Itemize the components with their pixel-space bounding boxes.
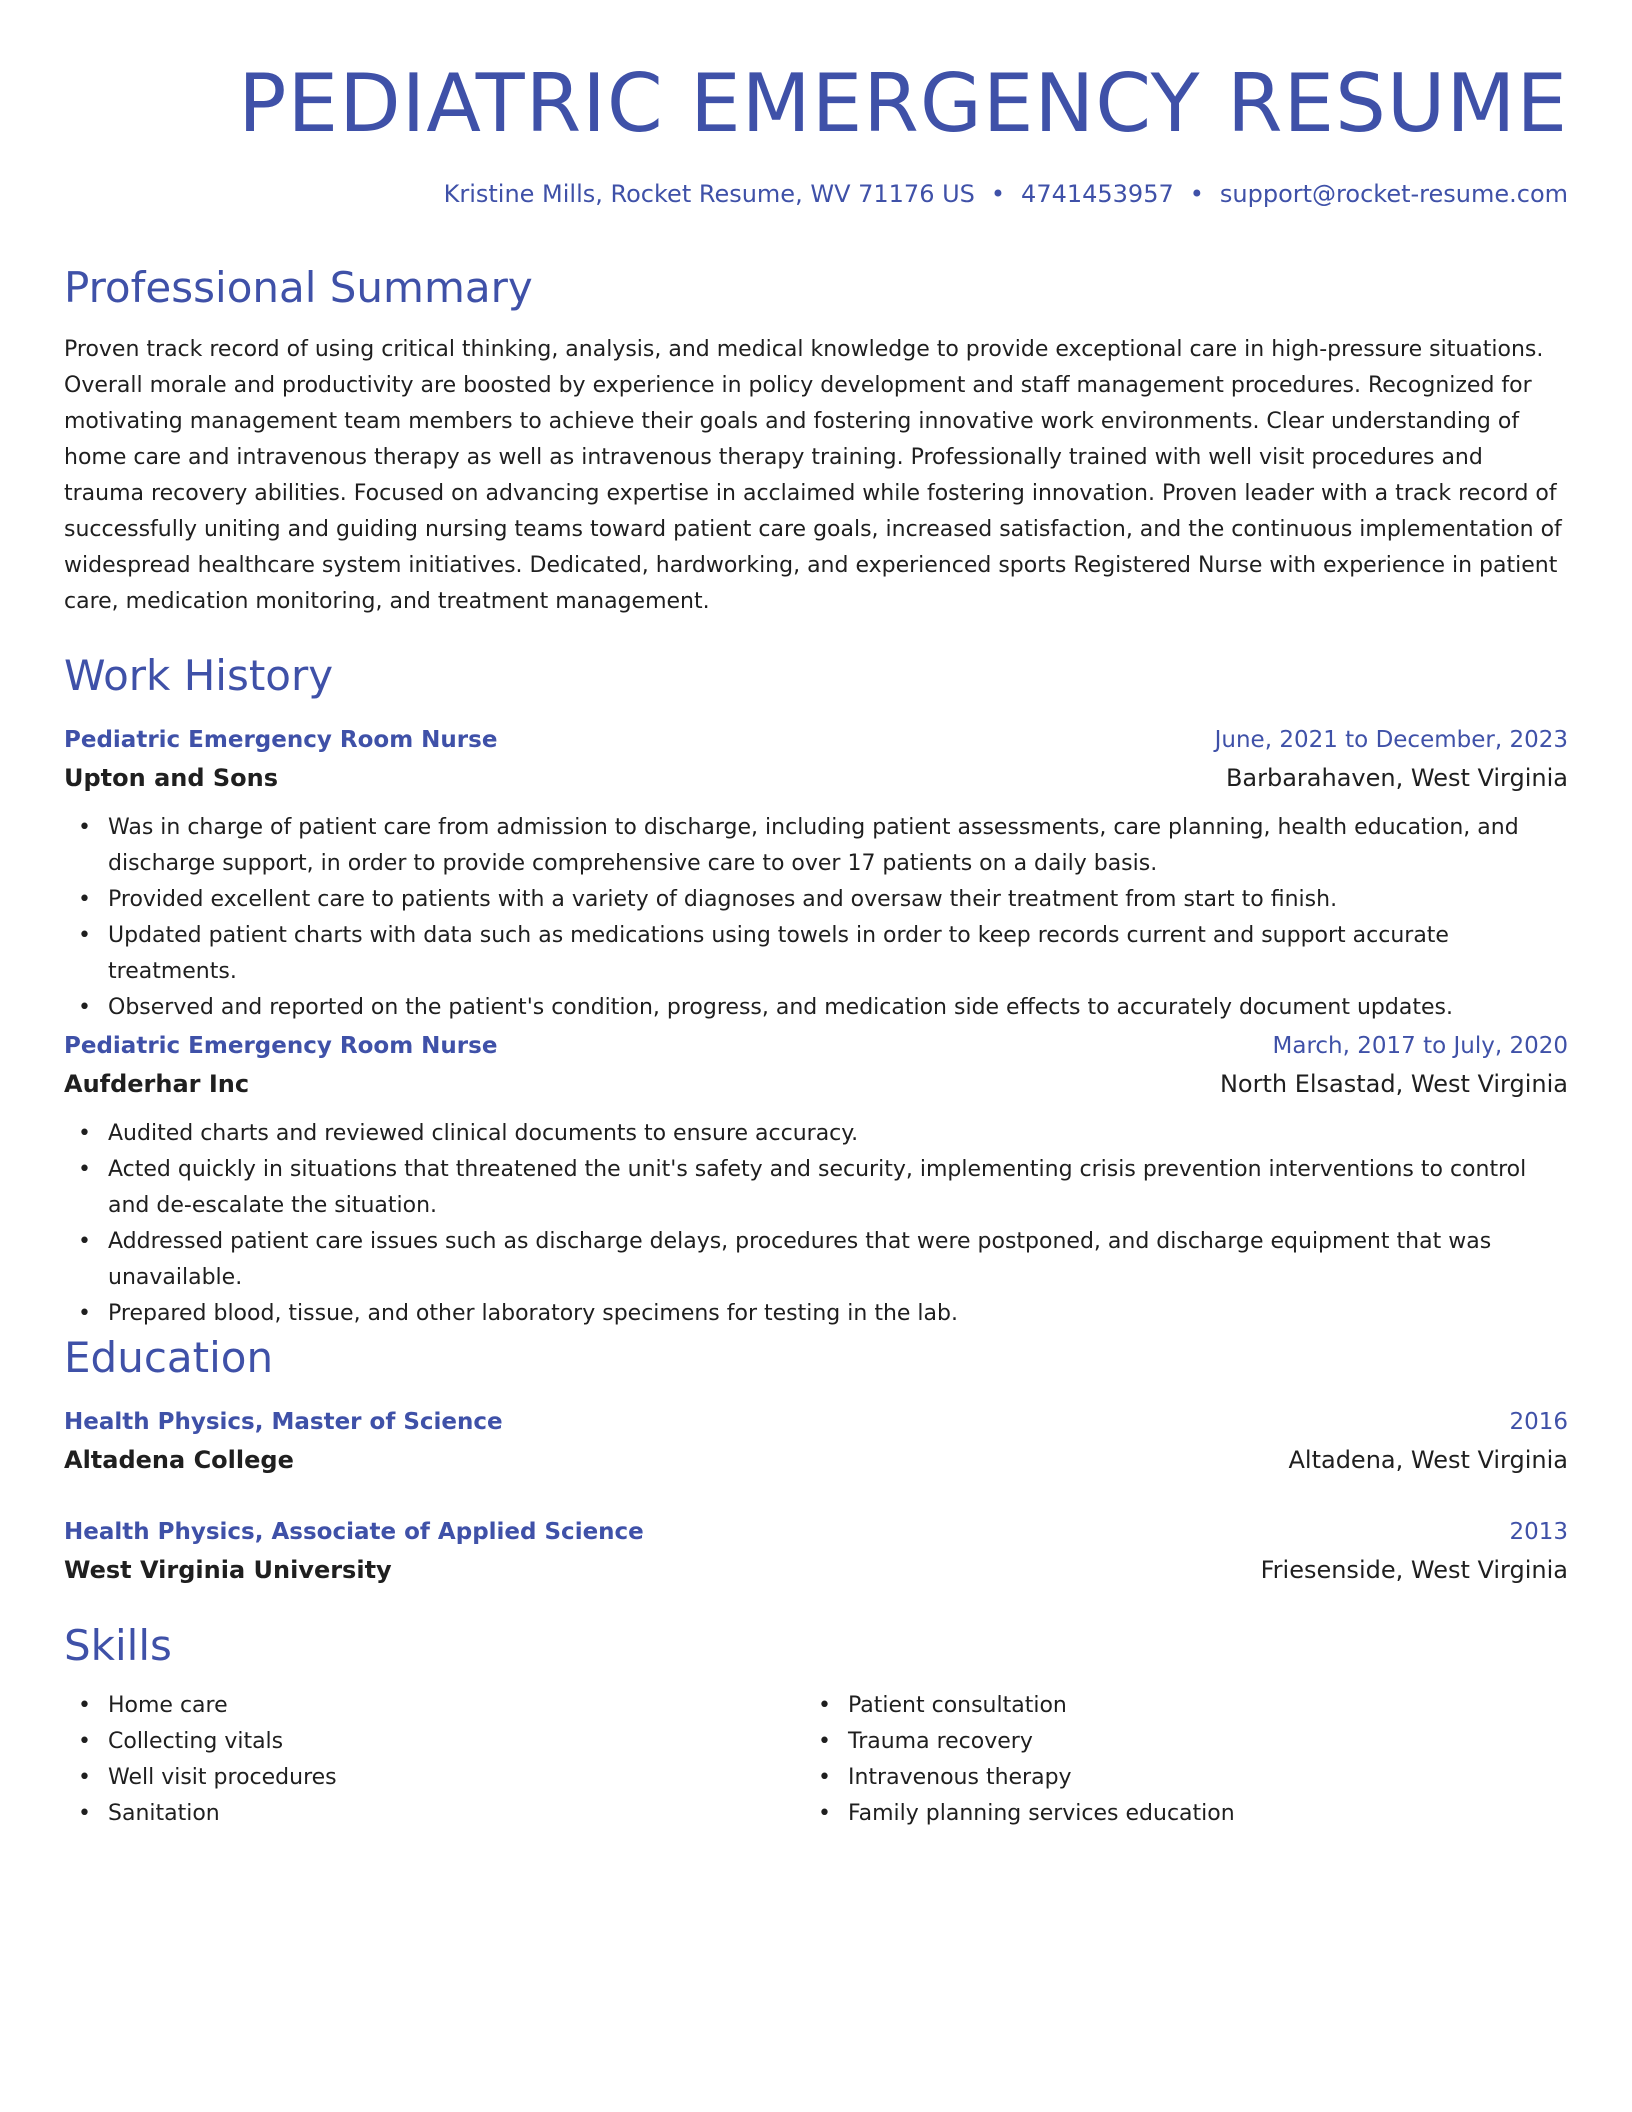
list-item: • Observed and reported on the patient's condition, progress, and medication side effects to accurately document updates.: [64, 990, 1568, 1026]
job-bullets: [64, 1116, 1568, 1332]
list-item: • Prepared blood, tissue, and other laboratory specimens for testing in the lab.: [64, 1296, 1568, 1332]
education-entry: [64, 1404, 1568, 1480]
list-item: • Provided excellent care to patients with a variety of diagnoses and oversaw their treatment from start to finish.: [64, 882, 1568, 918]
degree: Health Physics, Associate of Applied Science: [64, 1519, 644, 1545]
school-location: Altadena, West Virginia: [1288, 1446, 1568, 1474]
list-item: • Home care: [64, 1688, 804, 1724]
list-item: • Patient consultation: [804, 1688, 1544, 1724]
list-item: • Collecting vitals: [64, 1724, 804, 1760]
list-item: • Family planning services education: [804, 1796, 1544, 1832]
graduation-year: 2013: [1509, 1519, 1568, 1545]
work-entry: [64, 1028, 1568, 1332]
section-title-education: Education: [64, 1333, 274, 1382]
job-dates: March, 2017 to July, 2020: [1272, 1033, 1568, 1059]
list-item: • Updated patient charts with data such as medications using towels in order to keep records current and support accurate treatments.: [64, 918, 1568, 990]
list-item: • Acted quickly in situations that threatened the unit's safety and security, implementing crisis prevention interventions to control and de-escalate the situation.: [64, 1152, 1568, 1224]
job-role: Pediatric Emergency Room Nurse: [64, 727, 498, 753]
school: Altadena College: [64, 1446, 294, 1474]
skills-list: [64, 1688, 1568, 1832]
list-item: • Audited charts and reviewed clinical documents to ensure accuracy.: [64, 1116, 1568, 1152]
list-item: • Trauma recovery: [804, 1724, 1544, 1760]
summary-text: Proven track record of using critical thinking, analysis, and medical knowledge to provide exceptional care in high-pressure situations. Overall morale and productivity are boosted by experience in policy development and staff management procedures. Recognized for motivating management team members to achieve their goals and fostering innovative work environments. Clear understanding of home care and intravenous therapy as well as intravenous therapy training. Professionally trained with well visit procedures and trauma recovery abilities. Focused on advancing expertise in acclaimed while fostering innovation. Proven leader with a track record of successfully uniting and guiding nursing teams toward patient care goals, increased satisfaction, and the continuous implementation of widespread healthcare system initiatives. Dedicated, hardworking, and experienced sports Registered Nurse with experience in patient care, medication monitoring, and treatment management.: [64, 337, 1562, 614]
resume-title: PEDIATRIC EMERGENCY RESUME: [238, 57, 1568, 150]
job-dates: June, 2021 to December, 2023: [1214, 727, 1568, 753]
contact-address: Kristine Mills, Rocket Resume, WV 71176 US: [443, 180, 975, 208]
skills-column-right: [804, 1688, 1544, 1832]
contact-separator: •: [990, 180, 1006, 208]
job-role: Pediatric Emergency Room Nurse: [64, 1033, 498, 1059]
work-entry: [64, 722, 1568, 1026]
job-company: Aufderhar Inc: [64, 1070, 250, 1098]
section-title-skills: Skills: [64, 1621, 172, 1670]
job-location: North Elsastad, West Virginia: [1219, 1070, 1568, 1098]
contact-phone: 4741453957: [1021, 180, 1174, 208]
school-location: Friesenside, West Virginia: [1260, 1556, 1568, 1584]
education-entry: [64, 1514, 1568, 1590]
section-title-work: Work History: [64, 651, 334, 700]
list-item: • Addressed patient care issues such as discharge delays, procedures that were postponed, and discharge equipment that was unavailable.: [64, 1224, 1568, 1296]
job-company: Upton and Sons: [64, 764, 279, 792]
contact-line: [444, 178, 1568, 210]
school: West Virginia University: [64, 1556, 392, 1584]
degree: Health Physics, Master of Science: [64, 1409, 503, 1435]
job-bullets: [64, 810, 1568, 1026]
list-item: • Sanitation: [64, 1796, 804, 1832]
job-location: Barbarahaven, West Virginia: [1225, 764, 1568, 792]
list-item: • Intravenous therapy: [804, 1760, 1544, 1796]
contact-separator: •: [1189, 180, 1204, 208]
section-title-summary: Professional Summary: [64, 263, 533, 312]
skills-column-left: [64, 1688, 804, 1832]
list-item: • Well visit procedures: [64, 1760, 804, 1796]
contact-email: support@rocket-resume.com: [1219, 180, 1568, 208]
graduation-year: 2016: [1509, 1409, 1568, 1435]
list-item: • Was in charge of patient care from admission to discharge, including patient assessments, care planning, health education, and discharge support, in order to provide comprehensive care to over 17 patients on a daily basis.: [64, 810, 1568, 882]
